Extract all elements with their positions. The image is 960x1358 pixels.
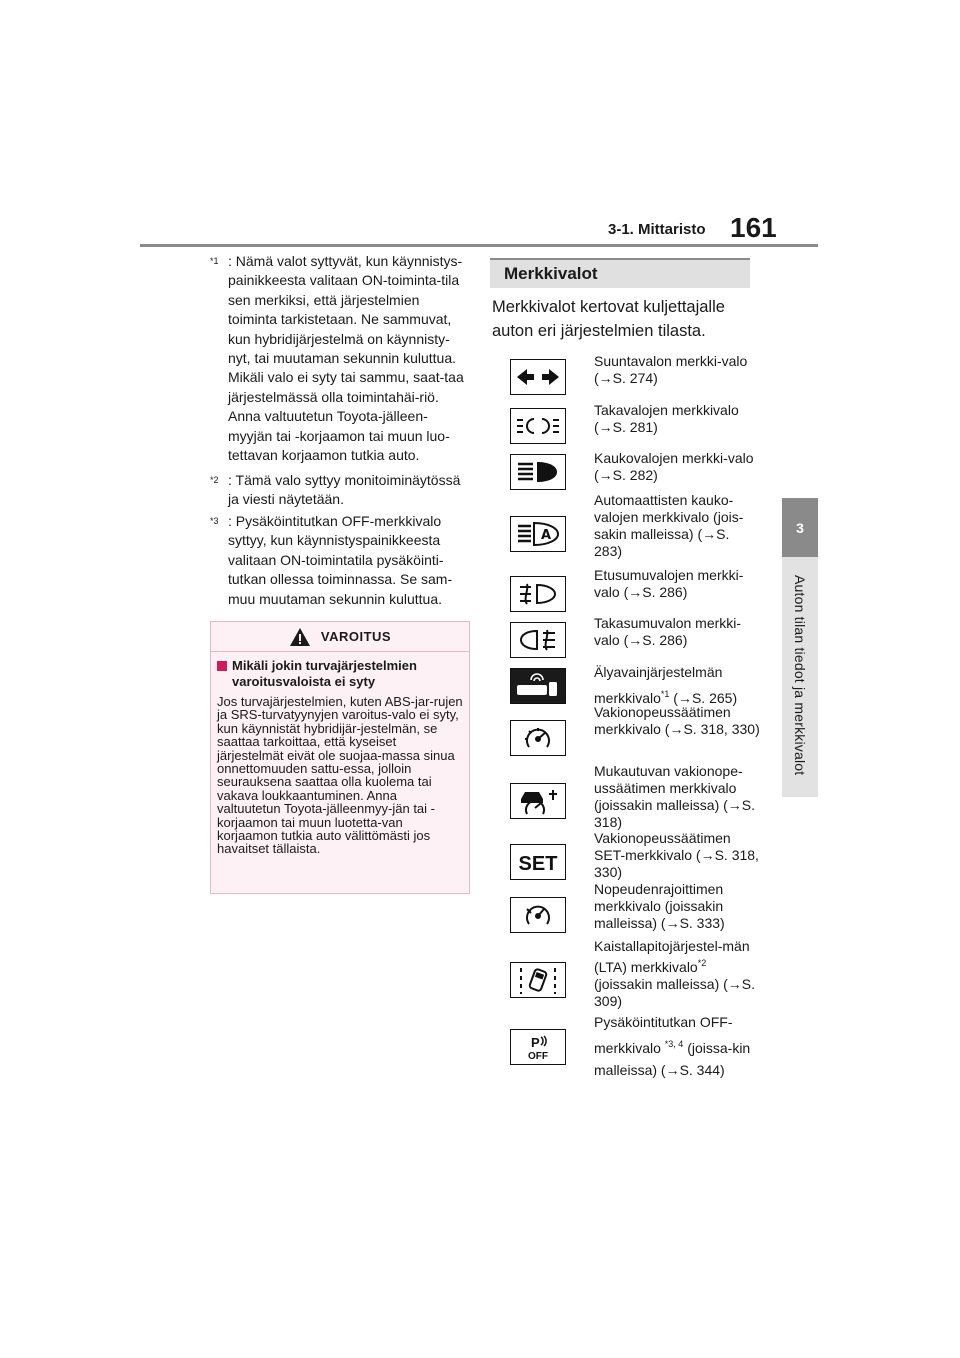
footnote-text: : Pysäköintitutkan OFF-merkkivalo syttyy, kun käynnistyspainikkeesta valitaan ON-toimintatila pysäköinti-tutkan ollessa toiminnassa. Se sam-muu muutaman sekunnin kuluttua. xyxy=(228,513,453,607)
indicator-description: Vakionopeussäätimen merkkivalo (→S. 318, 330) xyxy=(594,704,760,737)
turn-signal-icon xyxy=(510,359,566,395)
lane-tracing-icon xyxy=(510,962,566,998)
parking-sensor-off-icon xyxy=(510,1029,566,1065)
svg-text:SET: SET xyxy=(518,853,558,875)
auto-high-beam-icon xyxy=(510,516,566,552)
footnote-1 xyxy=(210,252,468,465)
chapter-tab: 3 xyxy=(782,498,818,557)
indicator-description: Nopeudenrajoittimen merkkivalo (joissakin malleissa) (→S. 333) xyxy=(594,881,725,931)
front-fog-icon xyxy=(510,576,566,612)
footnote-text: : Tämä valo syttyy monitoiminäytössä ja viesti näytetään. xyxy=(228,472,461,508)
footnote-text: : Nämä valot syttyvät, kun käynnistys-painikkeesta valitaan ON-toiminta-tila sen merkiksi, että järjestelmien toiminta tarkistetaan. Ne sammuvat, kun hybridijärjestelmä on käynnisty-nyt, tai muutaman sekunnin kuluttua. Mikäli valo ei syty tai sammu, saat-taa järjestelmässä olla toimintahäi-riö. Anna valtuutetun Toyota-jälleen-myyjän tai -korjaamon tai muun luo-tettavan korjaamon tutkia auto. xyxy=(228,253,464,464)
indicator-description: Etusumuvalojen merkki-valo (→S. 286) xyxy=(594,567,744,600)
warning-heading: Mikäli jokin turvajärjestelmien varoitusvaloista ei syty xyxy=(217,658,463,689)
indicator-description: Älyavainjärjestelmän merkkivalo$^{*1}$ (→S. 265) xyxy=(594,664,738,706)
footnote-mark: *2 xyxy=(210,475,219,485)
footnote-mark: *3 xyxy=(210,516,219,526)
svg-text:P: P xyxy=(531,1035,540,1050)
indicator-description: Takasumuvalon merkki-valo (→S. 286) xyxy=(594,615,742,648)
speed-limiter-icon xyxy=(510,897,566,933)
set-icon xyxy=(510,844,566,880)
smart-key-icon xyxy=(510,668,566,704)
svg-text:A: A xyxy=(540,528,552,543)
section-heading: Merkkivalot xyxy=(490,258,750,288)
bullet-square-icon xyxy=(217,661,227,671)
chapter-title: Auton tilan tiedot ja merkkivalot xyxy=(792,574,808,776)
warning-header xyxy=(211,622,469,652)
rear-fog-icon xyxy=(510,622,566,658)
indicator-description: Mukautuvan vakionope-ussäätimen merkkivalo (joissakin malleissa) (→S. 318) xyxy=(594,763,756,830)
svg-text:OFF: OFF xyxy=(528,1051,548,1062)
indicator-description: Automaattisten kauko-valojen merkkivalo (jois-sakin malleissa) (→S. 283) xyxy=(594,492,744,559)
warning-triangle-icon xyxy=(289,627,311,647)
warning-box xyxy=(210,621,470,894)
page-number: 161 xyxy=(730,212,777,243)
indicator-description: Suuntavalon merkki-valo (→S. 274) xyxy=(594,353,748,386)
warning-body: Jos turvajärjestelmien, kuten ABS-jar-rujen ja SRS-turvatyynyjen varoitus-valo ei syty, kun käynnistät hybridijär-jestelmän, se saattaa tarkoittaa, että kyseiset järjestelmät eivät ole suojaa-massa sinua onnettomuuden sattu-essa, jolloin seurauksena saattaa olla kuolema tai vakava loukkaantuminen. Anna valtuutetun Toyota-jälleenmyy-jän tai -korjaamon tai muun luotetta-van korjaamon tutkia auto välittömästi jos havaitset tällaista. xyxy=(217,694,463,857)
footnote-2 xyxy=(210,471,468,510)
footnote-mark: *1 xyxy=(210,256,219,266)
radar-cruise-icon xyxy=(510,783,566,819)
indicator-description: Kaistallapitojärjestel-män (LTA) merkkivalo$^{*2}$ (joissakin malleissa) (→S. 309) xyxy=(594,938,756,1009)
tail-light-icon xyxy=(510,408,566,444)
cruise-control-icon xyxy=(510,720,566,756)
indicator-description: Takavalojen merkkivalo (→S. 281) xyxy=(594,402,739,435)
section-intro: Merkkivalot kertovat kuljettajalle auton eri järjestelmien tilasta. xyxy=(492,298,725,340)
high-beam-icon xyxy=(510,454,566,490)
section-label: 3-1. Mittaristo xyxy=(608,221,706,238)
indicator-description: Kaukovalojen merkki-valo (→S. 282) xyxy=(594,450,754,483)
footnote-3 xyxy=(210,512,468,609)
indicator-description: Vakionopeussäätimen SET-merkkivalo (→S. 318, 330) xyxy=(594,830,759,880)
indicator-description: Pysäköintitutkan OFF-merkkivalo $^{*3, 4}$ (joissa-kin malleissa) (→S. 344) xyxy=(594,1014,751,1078)
header-rule xyxy=(140,244,818,247)
warning-label: VAROITUS xyxy=(320,629,392,644)
